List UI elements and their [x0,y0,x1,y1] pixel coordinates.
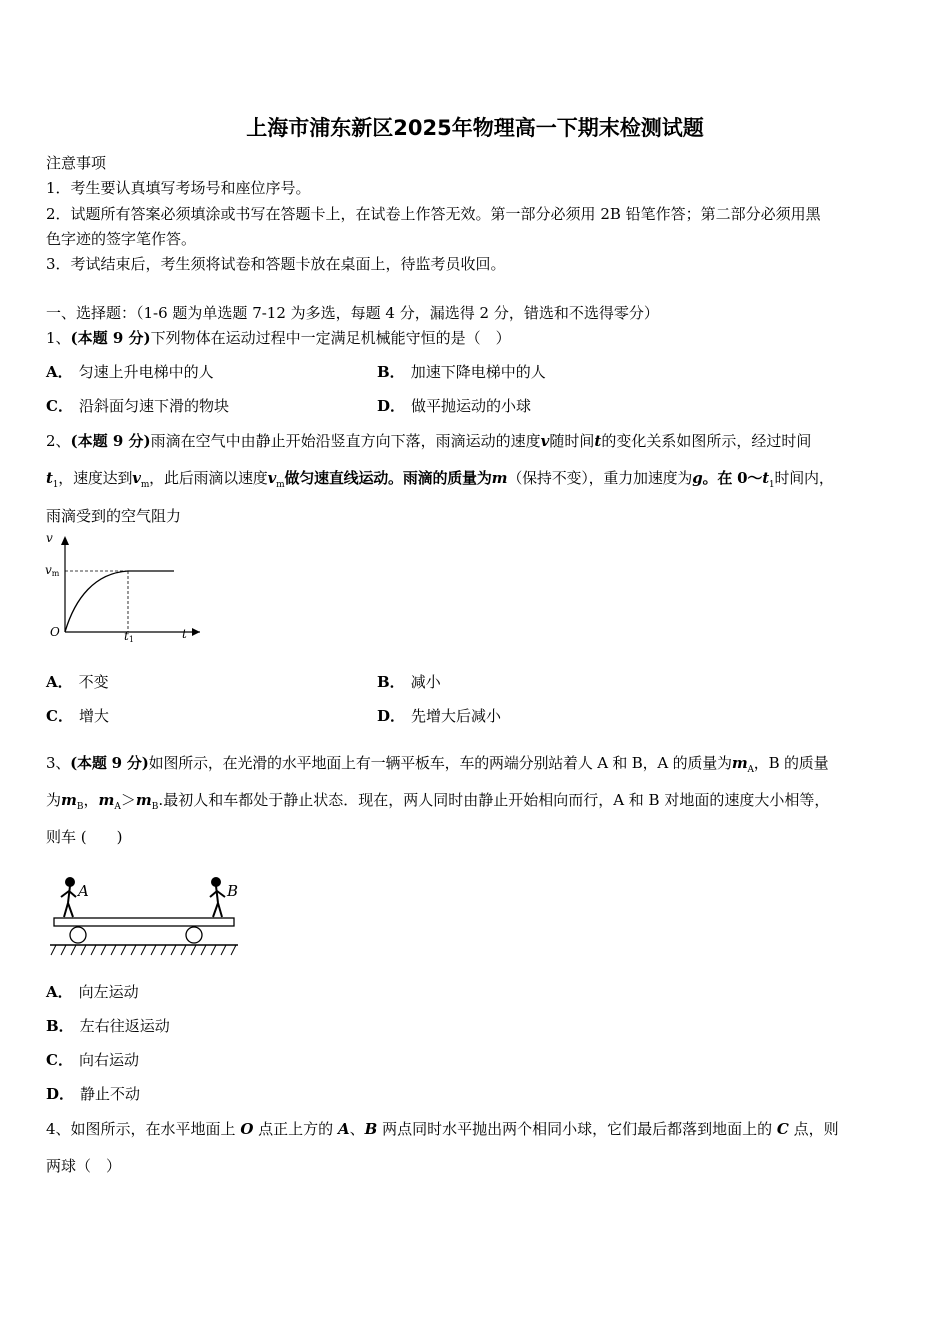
vm-label: vm [45,563,60,578]
notice-item: 2．试题所有答案必须填涂或书写在答题卡上，在试卷上作答无效。第一部分必须用 2B 铅笔作答；第二部分必须用黑 [46,205,821,223]
section-heading: 一、选择题：（1-6 题为单选题 7-12 为多选，每题 4 分，漏选得 2 分，错选和不选得零分） [46,304,659,322]
q3-option-a[interactable]: A． 向左运动 [46,983,139,1001]
q3-option-d[interactable]: D． 静止不动 [46,1085,141,1103]
question-2-stem-line2: $t_1$，速度达到$v_m$，此后雨滴以速度$v_m$做匀速直线运动。雨滴的质量为m（保持不变），重力加速度为g。在 $0\sim t_1$时间内， [46,469,834,490]
q1-option-c[interactable]: C． 沿斜面匀速下滑的物块 [46,397,229,415]
notice-heading: 注意事项 [46,154,107,172]
person-a [61,878,76,917]
q3-option-c[interactable]: C． 向右运动 [46,1051,139,1069]
q3-option-b[interactable]: B． 左右往返运动 [46,1017,170,1035]
label-a: A [78,882,89,900]
ground-hatch [51,945,236,955]
q2-option-d[interactable]: D． 先增大后减小 [377,707,502,725]
x-axis-arrow [192,628,200,636]
q2-option-c[interactable]: C． 增大 [46,707,109,725]
velocity-time-graph [40,528,210,646]
q1-option-a[interactable]: A． 匀速上升电梯中的人 [46,363,214,381]
page-title: 上海市浦东新区2025年物理高一下期末检测试题 [246,116,704,140]
x-axis-label: t [182,627,187,641]
y-axis-label: v [46,531,53,545]
question-3-stem-line3: 则车 ( ) [46,828,123,846]
flatcar-board [54,918,234,926]
person-b [210,878,225,917]
q1-option-b[interactable]: B． 加速下降电梯中的人 [377,363,546,381]
question-4-stem-line2: 两球（ ） [46,1157,122,1175]
left-wheel [70,927,86,943]
acceleration-curve [65,571,128,632]
origin-label: O [50,625,60,639]
right-wheel [186,927,202,943]
q2-option-a[interactable]: A． 不变 [46,673,109,691]
t1-label: t1 [124,629,134,644]
question-4-stem-line1: 4、如图所示，在水平地面上 O 点正上方的 A、B 两点同时水平抛出两个相同小球，它们最后都落到地面上的 C 点，则 [46,1120,839,1138]
y-axis-arrow [61,536,69,545]
question-2-stem-line3: 雨滴受到的空气阻力 [46,507,182,525]
cart-figure [48,873,244,961]
question-1-stem: 1、(本题 9 分)下列物体在运动过程中一定满足机械能守恒的是（ ） [46,329,511,347]
q2-option-b[interactable]: B． 减小 [377,673,441,691]
notice-item: 3．考试结束后，考生须将试卷和答题卡放在桌面上，待监考员收回。 [46,255,506,273]
question-2-stem-line1: 2、(本题 9 分)雨滴在空气中由静止开始沿竖直方向下落，雨滴运动的速度v随时间t的变化关系如图所示，经过时间 [46,432,812,450]
label-b: B [227,882,239,900]
notice-item: 1．考生要认真填写考场号和座位序号。 [46,179,311,197]
q1-option-d[interactable]: D． 做平抛运动的小球 [377,397,532,415]
notice-item: 色字迹的签字笔作答。 [46,230,197,248]
question-3-stem-line2: 为$m_B$，$m_A>m_B$.最初人和车都处于静止状态．现在，两人同时由静止开始相向而行，A 和 B 对地面的速度大小相等， [46,791,830,812]
question-3-stem-line1: 3、(本题 9 分)如图所示，在光滑的水平地面上有一辆平板车，车的两端分别站着人 A 和 B，A 的质量为$m_A$，B 的质量 [46,754,829,775]
